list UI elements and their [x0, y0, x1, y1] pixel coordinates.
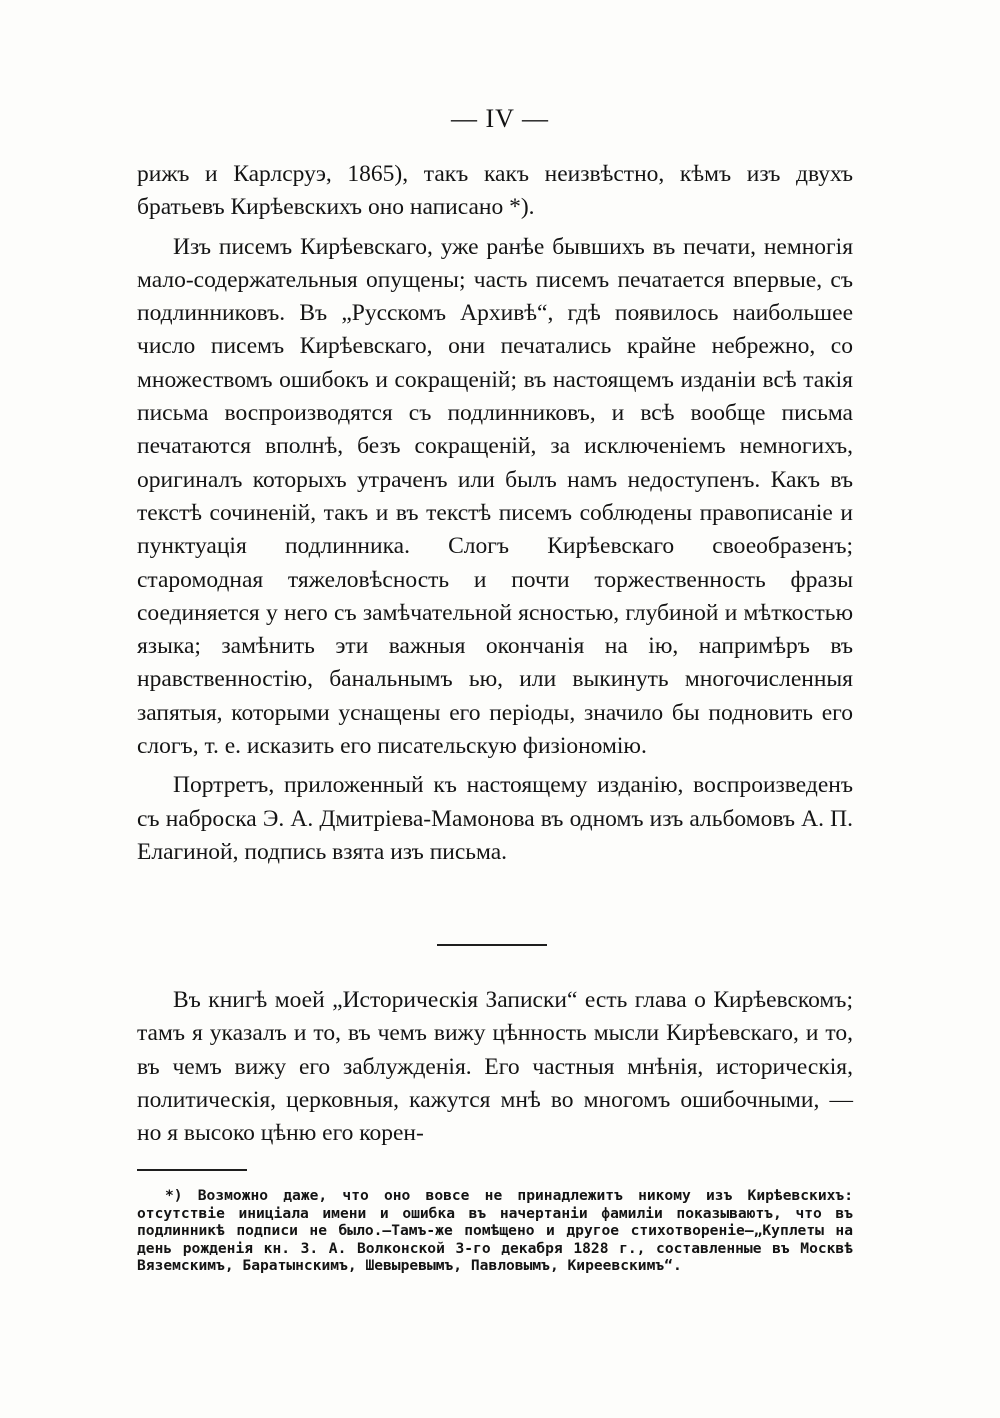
footnote-divider — [137, 1169, 247, 1171]
footnote: *) Возможно даже, что оно вовсе не принадлежитъ никому изъ Кирѣевскихъ: отсутствіе иниціала имени и ошибка въ начертаніи фамиліи показываютъ, что въ подлинникѣ подписи не было.—Тамъ-же помѣщено и другое стихотвореніе—„Куплеты на день рожденія кн. З. А. Волконской 3-го декабря 1828 г., составленные въ Москвѣ Вяземскимъ, Баратынскимъ, Шевыревымъ, Павловымъ, Киреевскимъ“. — [137, 1187, 853, 1274]
paragraph-portrait: Портретъ, приложенный къ настоящему изданію, воспроизведенъ съ наброска Э. А. Дмитріева-Мамонова въ одномъ изъ альбомовъ А. П. Елагиной, подпись взята изъ письма. — [137, 772, 853, 865]
second-text-block — [137, 984, 853, 1150]
paragraph-historical-notes: Въ книгѣ моей „Историческія Записки“ есть глава о Кирѣевскомъ; тамъ я указалъ и то, въ чемъ вижу цѣнность мысли Кирѣевскаго, и то, въ чемъ вижу его заблужденія. Его частныя мнѣнія, историческія, политическія, церковныя, кажутся мнѣ во многомъ ошибочными, — но я высоко цѣню его корен- — [137, 987, 853, 1147]
main-text-block — [137, 158, 853, 869]
section-divider — [437, 944, 547, 946]
page-number: — IV — — [451, 104, 549, 133]
paragraph-letters: Изъ писемъ Кирѣевскаго, уже ранѣе бывшихъ въ печати, немногія мало-содержательныя опущены; часть писемъ печатается впервые, съ подлинниковъ. Въ „Русскомъ Архивѣ“, гдѣ появилось наибольшее число писемъ Кирѣевскаго, они печатались крайне небрежно, со множествомъ ошибокъ и сокращеній; въ настоящемъ изданіи всѣ такія письма воспроизводятся съ подлинниковъ, и всѣ вообще письма печатаются вполнѣ, безъ сокращеній, за исключеніемъ немногихъ, оригиналъ которыхъ утраченъ или былъ намъ недоступенъ. Какъ въ текстѣ сочиненій, такъ и въ текстѣ писемъ соблюдены правописаніе и пунктуація подлинника. Слогъ Кирѣевскаго своеобразенъ; старомодная тяжеловѣсность и почти торжественность фразы соединяется у него съ замѣчательной ясностью, глубиной и мѣткостью языка; замѣнить эти важныя окончанія на ію, напримѣръ въ нравственностію, банальнымъ ью, или выкинуть многочисленныя запятыя, которыми уснащены его періоды, значило бы подновить его слогъ, т. е. исказить его писательскую физіономію. — [137, 233, 853, 760]
paragraph-continuation: рижъ и Карлсруэ, 1865), такъ какъ неизвѣстно, кѣмъ изъ двухъ братьевъ Кирѣевскихъ оно написано *). — [137, 161, 853, 221]
